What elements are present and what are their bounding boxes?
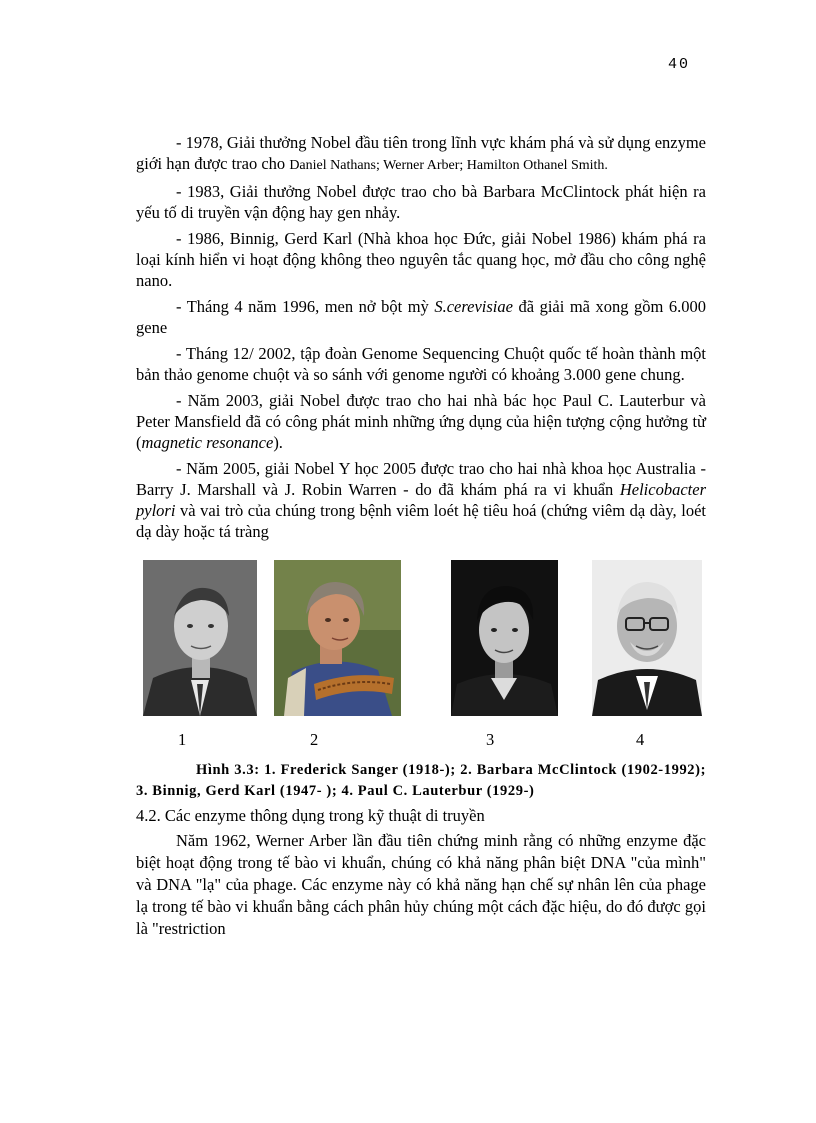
figure-labels (136, 730, 706, 756)
figure-label-3: 3 (486, 730, 495, 749)
paragraph-text: ). (273, 433, 283, 452)
figure-label-1: 1 (178, 730, 187, 749)
paragraph-text: - Năm 2005, giải Nobel Y học 2005 được trao cho hai nhà khoa học Australia - Barry J. Marshall và J. Robin Warren - do đã khám phá ra vi khuẩn (136, 459, 706, 499)
figure-caption: Hình 3.3: 1. Frederick Sanger (1918-); 2. Barbara McClintock (1902-1992); 3. Binnig, Gerd Karl (1947- ); 4. Paul C. Lauterbur (1929-) (136, 762, 706, 799)
paragraph-text: đã giải mã xong gồm 6.000 gene (136, 297, 707, 337)
page-content (136, 132, 706, 940)
paragraph-1986: - 1986, Binnig, Gerd Karl (Nhà khoa học Đức, giải Nobel 1986) khám phá ra loại kính hiển vi hoạt động không theo nguyên tắc quang học, mở đầu cho công nghệ nano. (136, 229, 706, 290)
portrait-photo-4 (592, 560, 702, 716)
paragraph-2005 (136, 458, 706, 542)
paragraph-text: - 1978, Giải thưởng Nobel đầu tiên trong lĩnh vực khám phá và sử dụng enzyme giới hạn được trao cho (136, 133, 706, 173)
page-number: 40 (668, 56, 691, 73)
species-name: S.cerevisiae (434, 297, 513, 316)
portrait-figure (136, 560, 706, 720)
figure-label-2: 2 (310, 730, 319, 749)
portrait-photo-1 (143, 560, 257, 716)
paragraph-2003 (136, 390, 706, 453)
paragraph-1983: - 1983, Giải thưởng Nobel được trao cho bà Barbara McClintock phát hiện ra yếu tố di truyền vận động hay gen nhảy. (136, 182, 706, 222)
paragraph-2002: - Tháng 12/ 2002, tập đoàn Genome Sequencing Chuột quốc tế hoàn thành một bản thảo genome chuột và so sánh với genome người có khoảng 3.000 gene chung. (136, 344, 706, 384)
paragraph-text: - Năm 2003, giải Nobel được trao cho hai nhà bác học Paul C. Lauterbur và Peter Mansfield đã có công phát minh những ứng dụng của hiện tượng cộng hưởng từ ( (136, 391, 706, 452)
paragraph-text: và vai trò của chúng trong bệnh viêm loét hệ tiêu hoá (chứng viêm dạ dày, loét dạ dày hoặc tá tràng (136, 501, 706, 541)
portrait-photo-2 (274, 560, 401, 716)
section-body: Năm 1962, Werner Arber lần đầu tiên chứng minh rằng có những enzyme đặc biệt hoạt động trong tế bào vi khuẩn, chúng có khả năng phân biệt DNA "của mình" và DNA "lạ" của phage. Các enzyme này có khả năng hạn chế sự nhân lên của phage lạ trong tế bào vi khuẩn bằng cách phân hủy chúng một cách đặc hiệu, do đó được gọi là "restriction (136, 831, 706, 938)
figure-label-4: 4 (636, 730, 645, 749)
paragraph-1978 (136, 132, 706, 176)
portrait-photo-3 (451, 560, 558, 716)
section-heading: 4.2. Các enzyme thông dụng trong kỹ thuật di truyền (136, 806, 485, 825)
laureate-names: Daniel Nathans; Werner Arber; Hamilton Othanel Smith. (289, 158, 608, 173)
species-name: Helicobacter pylori (136, 480, 706, 520)
paragraph-text: - Tháng 4 năm 1996, men nở bột mỳ (176, 297, 435, 316)
paragraph-1996 (136, 296, 706, 338)
term-magnetic-resonance: magnetic resonance (141, 433, 274, 452)
